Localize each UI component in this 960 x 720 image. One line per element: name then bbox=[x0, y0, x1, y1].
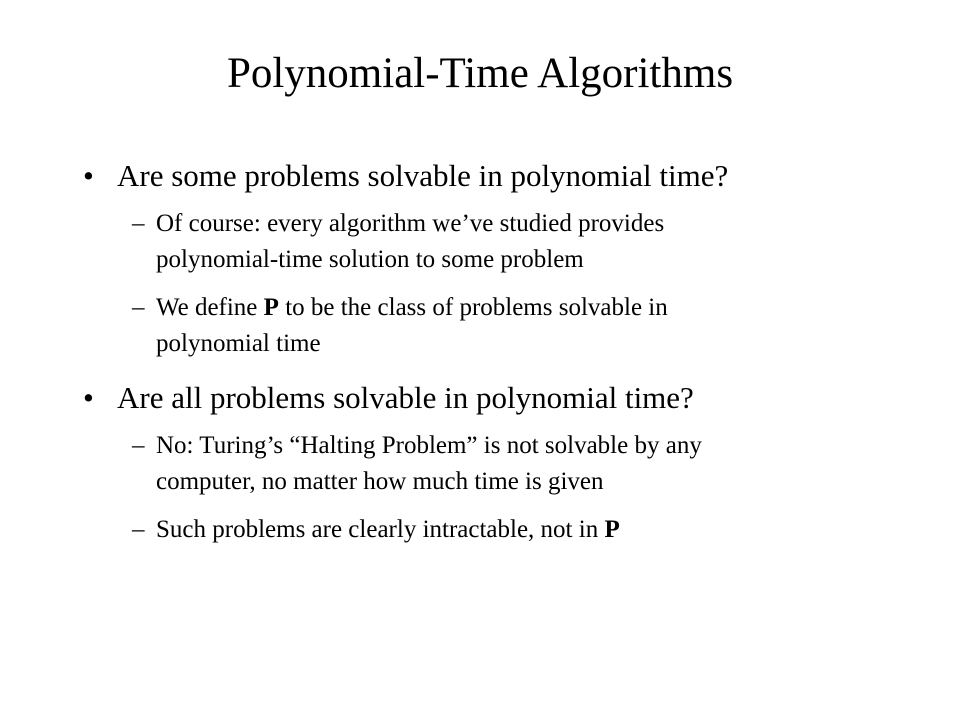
sub-bullet-1-1 bbox=[132, 206, 876, 278]
sub-bullet-1-2-line-1 bbox=[156, 290, 876, 326]
sub-bullet-1-1-line-1: Of course: every algorithm we’ve studied provides bbox=[156, 210, 665, 237]
sub-bullet-1-2-text-b: to be the class of problems solvable in bbox=[278, 294, 668, 321]
sub-marker: – bbox=[132, 516, 145, 543]
bullet-2 bbox=[83, 380, 897, 416]
sub-bullet-2-1 bbox=[132, 428, 876, 500]
sub-bullet-2-2-line-1 bbox=[156, 512, 876, 548]
sub-marker: – bbox=[132, 210, 145, 237]
bullet-marker: • bbox=[83, 380, 94, 415]
bullet-1-text: Are some problems solvable in polynomial time? bbox=[117, 158, 729, 193]
slide-title: Polynomial-Time Algorithms bbox=[226, 50, 734, 97]
sub-bullet-1-1-line-2: polynomial-time solution to some problem bbox=[156, 246, 584, 273]
sub-marker: – bbox=[132, 432, 145, 459]
bullet-1 bbox=[83, 158, 897, 194]
sub-bullet-2-2 bbox=[132, 512, 876, 548]
bullet-2-text: Are all problems solvable in polynomial time? bbox=[117, 380, 694, 415]
sub-bullet-1-2-text-a: We define bbox=[156, 294, 264, 321]
sub-bullet-2-1-line-1: No: Turing’s “Halting Problem” is not solvable by any bbox=[156, 432, 702, 459]
sub-bullet-2-1-line-2: computer, no matter how much time is given bbox=[156, 468, 604, 495]
class-p-label: P bbox=[263, 294, 279, 321]
sub-bullet-2-2-text-a: Such problems are clearly intractable, not in bbox=[156, 516, 605, 543]
sub-bullet-1-2 bbox=[132, 290, 876, 362]
sub-bullet-1-2-line-2: polynomial time bbox=[156, 330, 321, 357]
bullet-marker: • bbox=[83, 158, 94, 193]
sub-marker: – bbox=[132, 294, 145, 321]
class-p-label: P bbox=[604, 516, 620, 543]
